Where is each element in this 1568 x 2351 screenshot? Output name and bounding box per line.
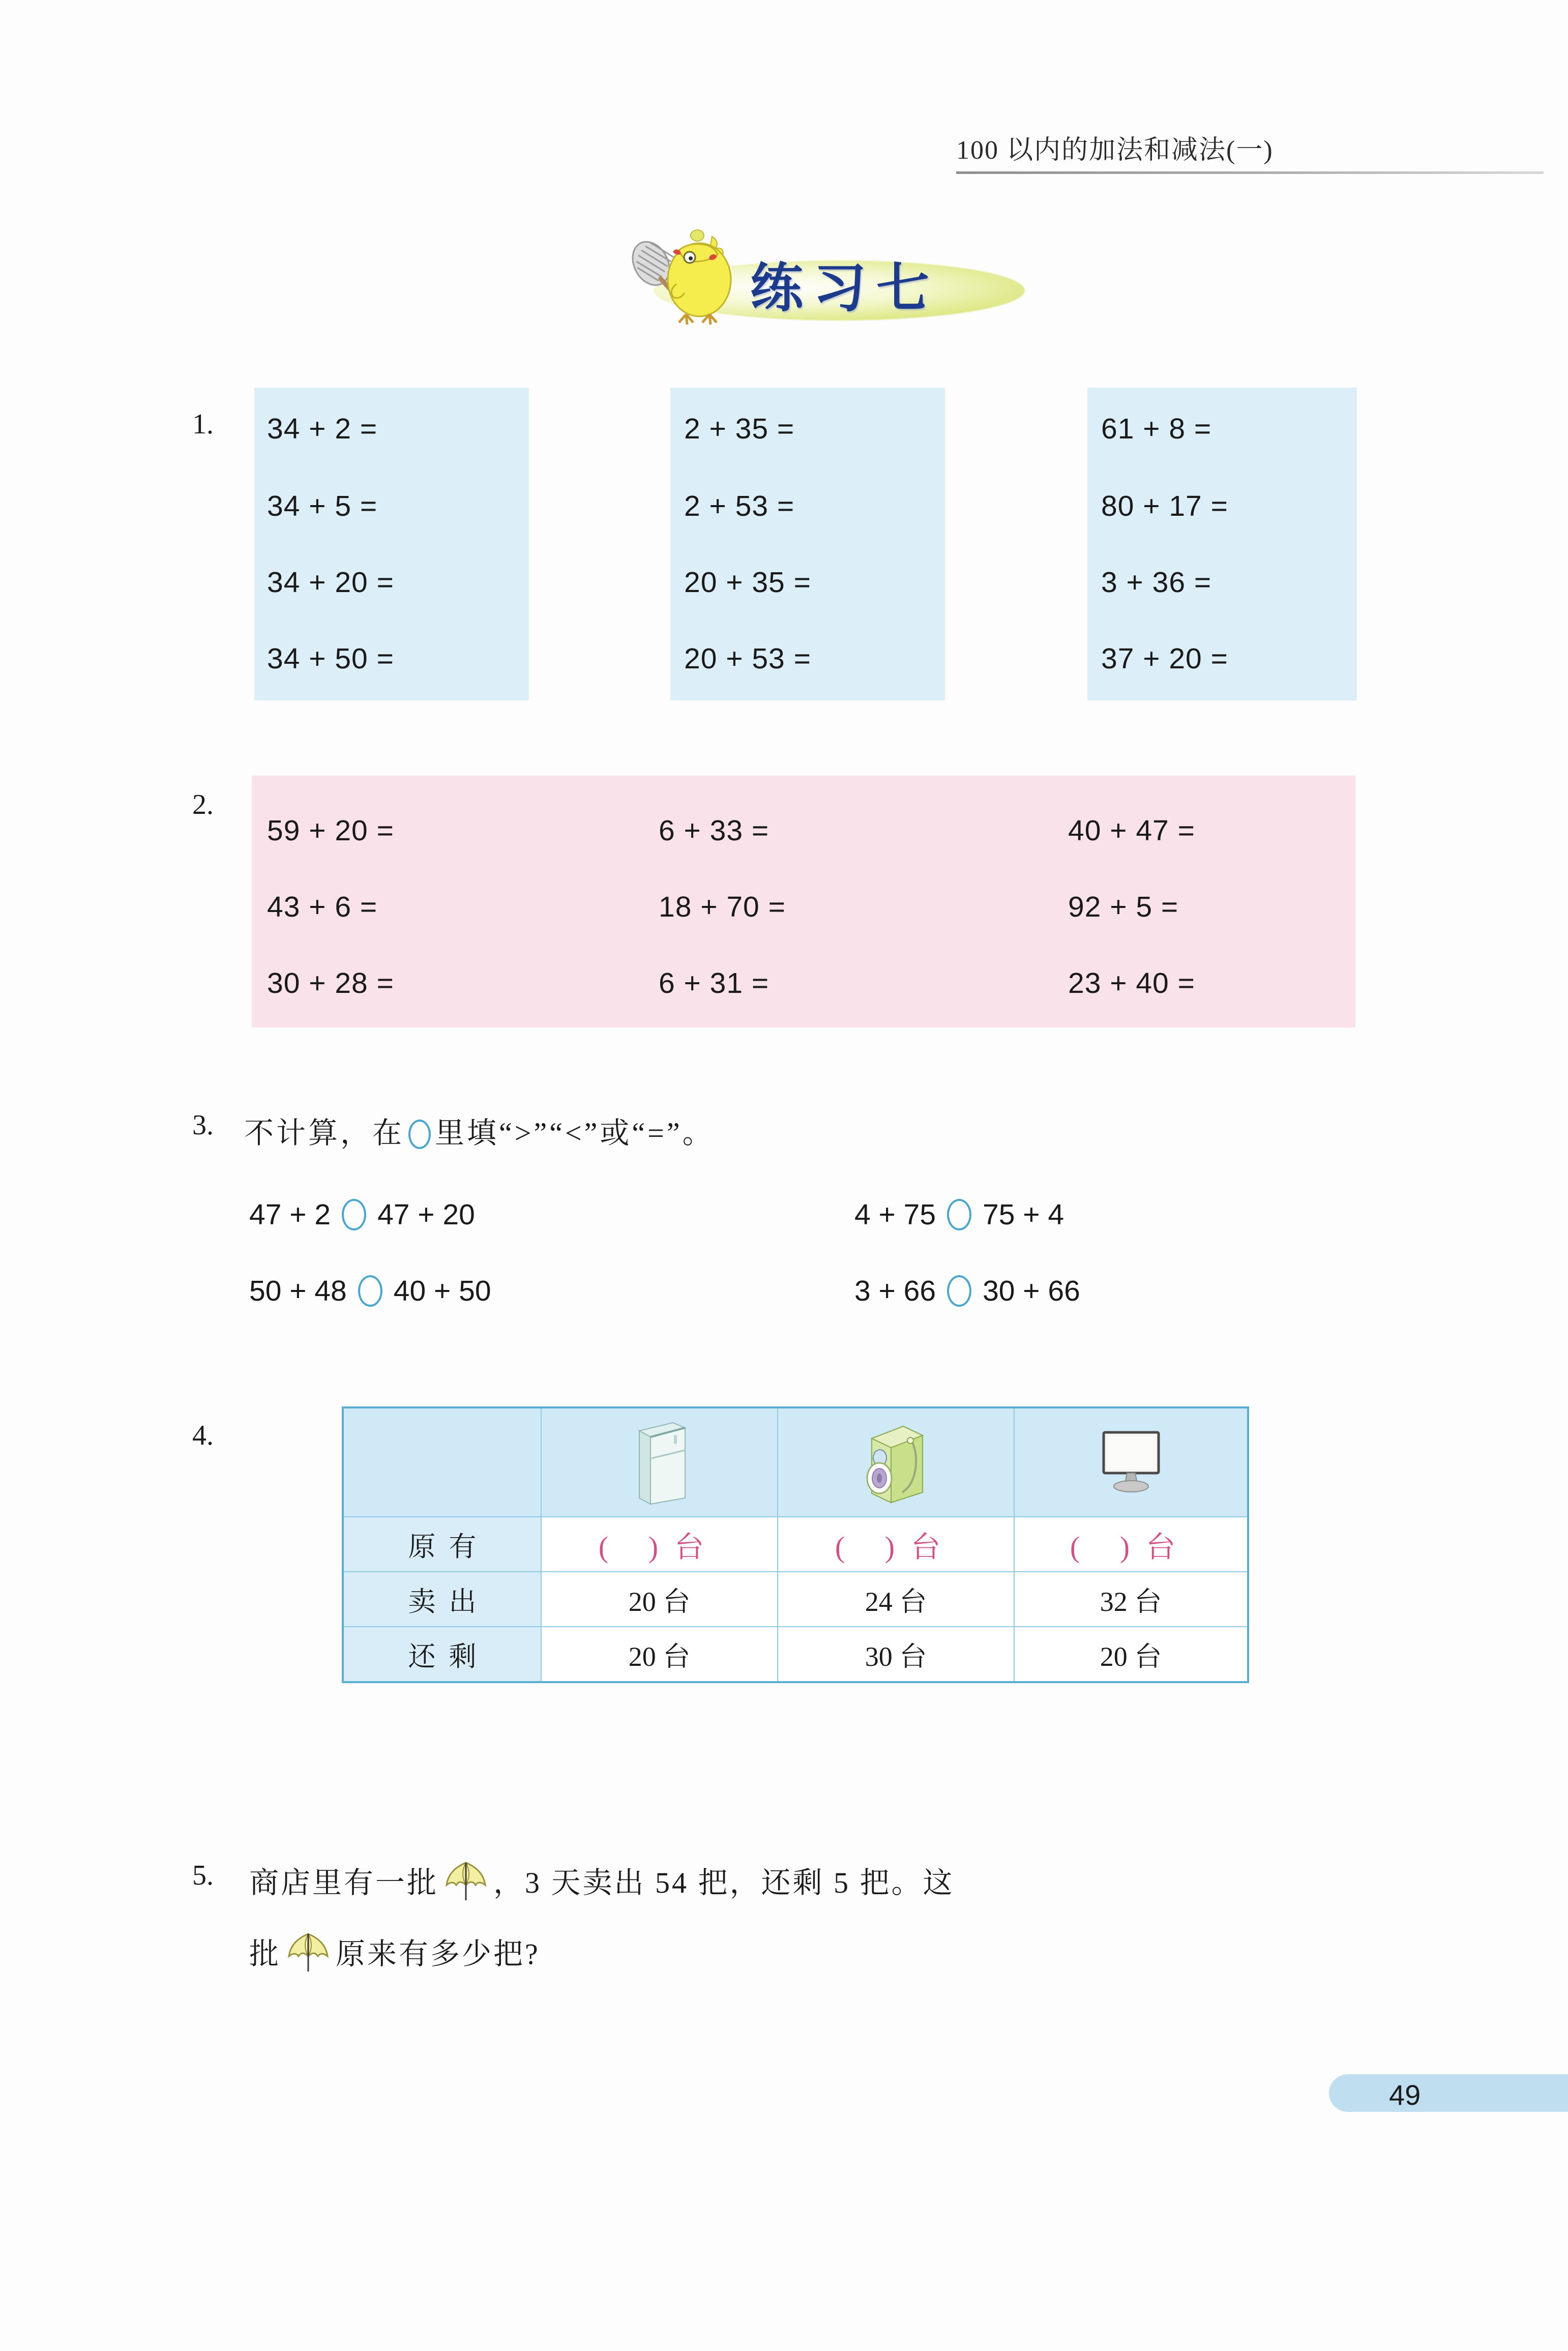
exercise-2-item: 6 + 31 = — [659, 967, 770, 1000]
page-title: 练习七 — [750, 259, 940, 318]
running-head-text: 100 以内的加法和减法(一) — [956, 136, 1274, 165]
comparison-row — [854, 1198, 1064, 1231]
comparison-left: 50 + 48 — [249, 1275, 347, 1307]
table-header-refrigerator — [541, 1407, 778, 1517]
washing-machine-icon — [864, 1418, 929, 1505]
comparison-row — [854, 1274, 1080, 1308]
exercise-1-item: 3 + 36 = — [1101, 566, 1212, 599]
exercise-2-item: 92 + 5 = — [1068, 891, 1179, 923]
exercise-1-item: 20 + 53 = — [684, 642, 811, 675]
exercise-3-prompt — [244, 1109, 715, 1152]
row-label-original: 原有 — [343, 1517, 541, 1572]
row-label-sold: 卖出 — [343, 1572, 541, 1627]
exercise-5-number: 5. — [192, 1860, 214, 1891]
exercise-2-item: 30 + 28 = — [267, 967, 394, 1000]
comparison-row — [249, 1198, 475, 1231]
exercise-5-text-b: ，3 天卖出 54 把，还剩 5 把。这 — [493, 1866, 955, 1899]
exercise-5-line-2 — [249, 1928, 540, 1975]
exercise-1-item: 34 + 5 = — [267, 490, 378, 522]
appliance-inventory-table — [342, 1406, 1249, 1683]
comparison-circle-icon[interactable] — [358, 1275, 382, 1307]
exercise-2-item: 43 + 6 = — [267, 891, 378, 923]
umbrella-icon — [285, 1928, 332, 1975]
cell-sold-washing-machine: 24 台 — [778, 1572, 1014, 1627]
exercise-2-item: 40 + 47 = — [1068, 814, 1195, 847]
comparison-right: 75 + 4 — [983, 1198, 1064, 1231]
exercise-1-item: 34 + 20 = — [267, 566, 394, 599]
comparison-right: 30 + 66 — [983, 1275, 1080, 1307]
exercise-3-number: 3. — [192, 1109, 214, 1141]
cell-remaining-washing-machine: 30 台 — [778, 1627, 1014, 1682]
comparison-circle-icon — [408, 1120, 431, 1149]
cell-remaining-refrigerator: 20 台 — [541, 1627, 778, 1682]
exercise-5-line-1 — [249, 1857, 955, 1903]
umbrella-icon — [442, 1857, 489, 1903]
cell-original-monitor[interactable]: ( )台 — [1014, 1517, 1248, 1572]
page-number: 49 — [1389, 2079, 1421, 2111]
cell-original-washing-machine[interactable]: ( )台 — [778, 1517, 1014, 1572]
exercise-1-item: 34 + 2 = — [267, 413, 378, 445]
exercise-4-number: 4. — [192, 1420, 214, 1451]
comparison-left: 47 + 2 — [249, 1198, 331, 1231]
comparison-left: 3 + 66 — [854, 1275, 936, 1307]
table-row-remaining — [343, 1627, 1248, 1682]
exercise-1-number: 1. — [192, 408, 214, 440]
running-head-rule — [956, 171, 1544, 174]
exercise-1-item: 20 + 35 = — [684, 566, 811, 599]
cell-sold-monitor: 32 台 — [1014, 1572, 1248, 1627]
running-head — [956, 128, 1480, 174]
table-header-monitor — [1014, 1407, 1248, 1517]
cell-original-refrigerator[interactable]: ( )台 — [541, 1517, 778, 1572]
exercise-1-item: 2 + 35 = — [684, 413, 795, 445]
exercise-2-item: 6 + 33 = — [659, 814, 770, 847]
comparison-circle-icon[interactable] — [947, 1275, 971, 1307]
comparison-circle-icon[interactable] — [342, 1199, 366, 1230]
exercise-2-item: 23 + 40 = — [1068, 967, 1195, 1000]
exercise-5-text-d: 原来有多少把? — [336, 1937, 540, 1971]
exercise-1-item: 80 + 17 = — [1101, 490, 1228, 522]
exercise-2-item: 18 + 70 = — [659, 891, 786, 923]
table-header-row — [343, 1407, 1248, 1517]
refrigerator-icon — [629, 1417, 690, 1506]
exercise-2-number: 2. — [192, 789, 214, 820]
exercise-2-item: 59 + 20 = — [267, 814, 394, 847]
section-title-banner — [547, 219, 1022, 328]
cell-remaining-monitor: 20 台 — [1014, 1627, 1248, 1682]
exercise-3-prompt-before: 不计算，在 — [244, 1116, 405, 1150]
comparison-circle-icon[interactable] — [947, 1199, 971, 1230]
table-header-washing-machine — [778, 1407, 1014, 1517]
exercise-1-item: 34 + 50 = — [267, 642, 394, 675]
comparison-left: 4 + 75 — [854, 1198, 936, 1231]
exercise-1-item: 37 + 20 = — [1101, 642, 1228, 675]
cell-sold-refrigerator: 20 台 — [541, 1572, 778, 1627]
comparison-right: 47 + 20 — [377, 1198, 475, 1231]
table-row-original — [343, 1517, 1248, 1572]
exercise-1-item: 2 + 53 = — [684, 490, 795, 522]
exercise-1-item: 61 + 8 = — [1101, 413, 1212, 445]
page-folio-bar — [1329, 2074, 1568, 2112]
chick-with-tennis-racket-icon — [623, 219, 771, 328]
monitor-icon — [1091, 1424, 1170, 1498]
row-label-remaining: 还剩 — [343, 1627, 541, 1682]
exercise-5-text-c: 批 — [249, 1937, 281, 1971]
table-corner-cell — [343, 1407, 541, 1517]
comparison-right: 40 + 50 — [393, 1275, 491, 1307]
exercise-3-prompt-after: 里填“>”“<”或“=”。 — [435, 1116, 715, 1150]
comparison-row — [249, 1274, 491, 1308]
table-row-sold — [343, 1572, 1248, 1627]
exercise-5-text-a: 商店里有一批 — [249, 1866, 439, 1899]
